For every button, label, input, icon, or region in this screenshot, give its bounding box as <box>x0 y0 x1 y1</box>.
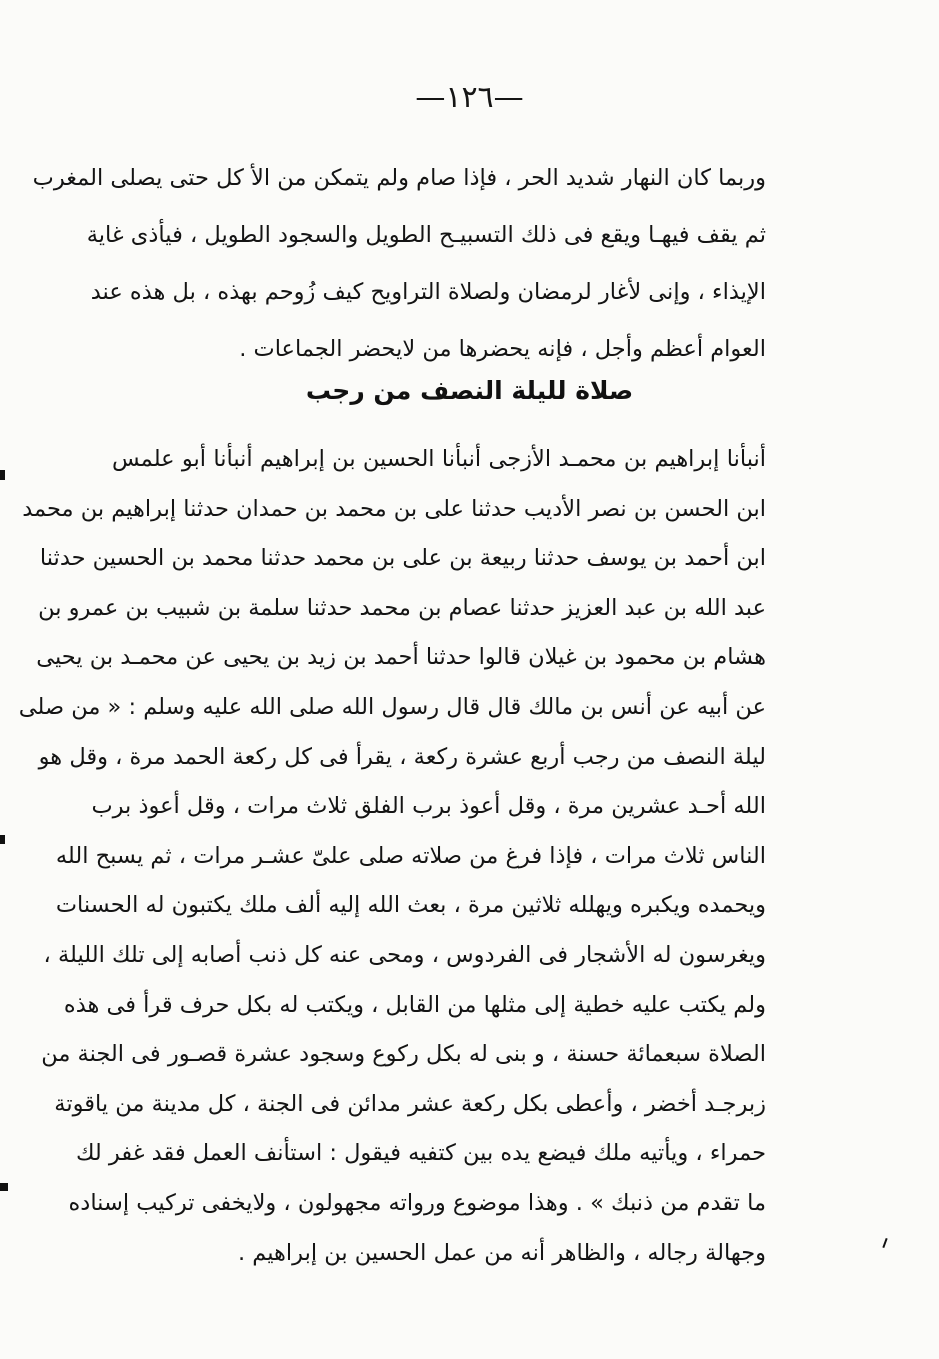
text-line: عبد الله بن عبد العزيز حدثنا عصام بن محمد حدثنا سلمة بن شبيب بن عمرو بن <box>38 594 766 621</box>
text-line: الصلاة سبعمائة حسنة ، و بنى له بكل ركوع وسجود عشرة قصـور فى الجنة من <box>41 1041 766 1068</box>
text-line: الإيذاء ، وإنى لأغار لرمضان ولصلاة التراويح كيف زُوحم بهذه ، بل هذه عند <box>90 279 766 305</box>
scan-mark <box>882 1238 887 1248</box>
scan-mark <box>0 1183 8 1191</box>
text-line: ويغرسون له الأشجار فى الفردوس ، ومحى عنه كل ذنب أصابه إلى تلك الليلة ، <box>43 941 766 968</box>
text-line: ثم يقف فيهـا ويقع فى ذلك التسبيـح الطويل والسجود الطويل ، فيأذى غاية <box>86 222 766 248</box>
text-line: ما تقدم من ذنبك » . وهذا موضوع ورواته مجهولون ، ولايخفى تركيب إسناده <box>68 1189 766 1216</box>
text-line: عن أبيه عن أنس بن مالك قال قال رسول الله صلى الله عليه وسلم : « من صلى <box>18 693 766 720</box>
text-line: وجهالة رجاله ، والظاهر أنه من عمل الحسين بن إبراهيم . <box>237 1239 766 1266</box>
text-line: ابن أحمد بن يوسف حدثنا ربيعة بن على بن محمد حدثنا محمد بن الحسين حدثنا <box>39 545 766 572</box>
text-line: حمراء ، ويأتيه ملك فيضع يده بين كتفيه فيقول : استأنف العمل فقد غفر لك <box>75 1140 766 1167</box>
text-line: زبرجـد أخضر ، وأعطى بكل ركعة عشر مدائن فى الجنة ، كل مدينة من ياقوتة <box>54 1090 766 1117</box>
text-line: وربما كان النهار شديد الحر ، فإذا صام ولم يتمكن من الأ كل حتى يصلى المغرب <box>32 165 766 191</box>
text-line: الناس ثلاث مرات ، فإذا فرغ من صلاته صلى علىّ عشـر مرات ، ثم يسبح الله <box>55 842 766 869</box>
text-line: هشام بن محمود بن غيلان قالوا حدثنا أحمد بن زيد بن يحيى عن محمـد بن يحيى <box>36 644 766 671</box>
page-number: —١٢٦— <box>415 80 524 115</box>
scan-mark <box>0 835 5 844</box>
scan-mark <box>0 470 5 480</box>
paragraph-intro <box>32 150 766 378</box>
text-line: الله أحـد عشرين مرة ، وقل أعوذ برب الفلق ثلاث مرات ، وقل أعوذ برب <box>91 793 766 820</box>
text-line: العوام أعظم وأجل ، فإنه يحضرها من لايحضر الجماعات . <box>239 336 766 362</box>
text-line: ويحمده ويكبره ويهلله ثلاثين مرة ، بعث الله إليه ألف ملك يكتبون له الحسنات <box>55 892 766 919</box>
text-line: أنبأنا إبراهيم بن محمـد الأزجى أنبأنا الحسين بن إبراهيم أنبأنا أبو علمس <box>112 446 766 472</box>
paragraph-hadith <box>18 435 766 1278</box>
text-line: ليلة النصف من رجب أربع عشرة ركعة ، يقرأ فى كل ركعة الحمد مرة ، وقل هو <box>38 743 766 770</box>
text-line: ابن الحسن بن نصر الأديب حدثنا على بن محمد بن حمدان حدثنا إبراهيم بن محمد <box>22 495 766 522</box>
text-line: ولم يكتب عليه خطية إلى مثلها من القابل ، ويكتب له بكل حرف قرأ فى هذه <box>63 991 766 1018</box>
section-heading: صلاة لليلة النصف من رجب <box>305 376 634 405</box>
